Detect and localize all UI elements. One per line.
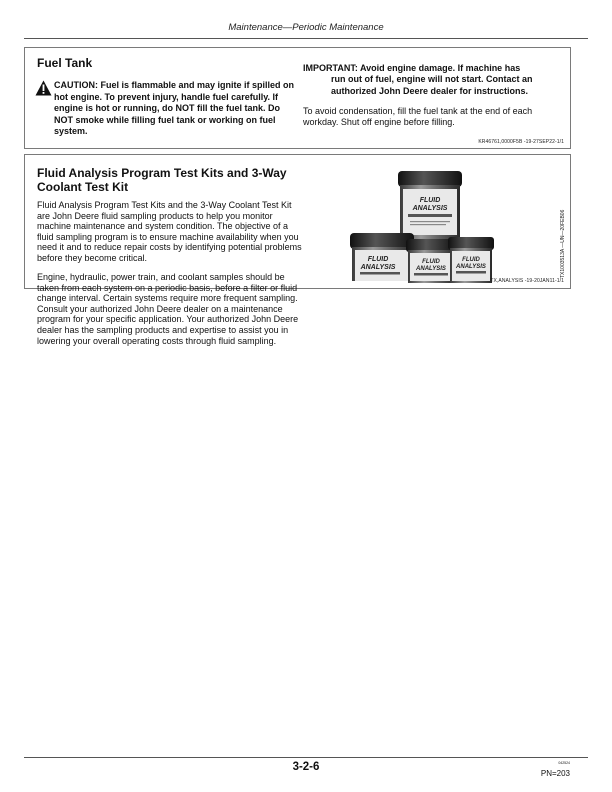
fluid-analysis-title xyxy=(37,166,287,194)
fluid-analysis-section xyxy=(24,154,571,346)
image-reference-code: TX1003513A —UN—20FEB06 xyxy=(560,209,566,278)
important-rest: run out of fuel, engine will not start. Contact an authorized John Deere dealer for instructions. xyxy=(331,74,533,96)
important-lead: IMPORTANT: Avoid engine damage. If machine has xyxy=(303,63,521,73)
page-number: 3-2-6 xyxy=(292,761,320,773)
header-rule xyxy=(24,38,588,39)
jar-middle-label-2: ANALYSIS xyxy=(416,266,446,272)
important-notice xyxy=(303,63,565,97)
fuel-tank-ref-code: KR46761,0000F5B -19-27SEP22-1/1 xyxy=(478,139,564,145)
fluid-analysis-kits-photo xyxy=(348,161,550,283)
jar-middle-label-1: FLUID xyxy=(422,259,440,265)
jar-top-label-2: ANALYSIS xyxy=(412,205,448,212)
warning-triangle-icon xyxy=(35,80,52,96)
caution-text: CAUTION: Fuel is flammable and may ignite if spilled on hot engine. To prevent injury, handle fuel carefully. If engine is hot or running, do NOT fill the fuel tank. Do NOT smoke while filling fuel tank or working on fuel system. xyxy=(54,80,295,137)
fluid-analysis-paragraph-2: Engine, hydraulic, power train, and coolant samples should be taken from each system on a periodic basis, before a filter or fluid change interval. Certain systems require more frequent sampling. Consult your authorized John Deere dealer on a maintenance program for your specific application. Your authorized John Deere dealer has the sampling products and expertise to assist you in lowering your overall operating costs through fluid sampling. xyxy=(37,272,299,346)
header-title: Maintenance—Periodic Maintenance xyxy=(228,22,384,33)
fluid-analysis-title-line1: Fluid Analysis Program Test Kits and 3-Way xyxy=(37,166,287,180)
jar-top-label-1: FLUID xyxy=(419,197,441,204)
jar-top xyxy=(398,171,462,241)
fuel-tank-section xyxy=(24,47,571,149)
footer-tiny-code: 042524 xyxy=(558,761,570,765)
pn-number: PN=203 xyxy=(540,769,570,778)
fuel-tank-title: Fuel Tank xyxy=(37,56,93,70)
jar-left-label-1: FLUID xyxy=(367,256,389,263)
fluid-analysis-paragraph-1: Fluid Analysis Program Test Kits and the 3-Way Coolant Test Kit are John Deere fluid sampling products to help you monitor machine maintenance and system condition. The objective of a fluid sampling program is to ensure machine availability when you need it and to reduce repair costs by identifying potential problems before they become critical. xyxy=(37,200,302,263)
fluid-analysis-title-line2: Coolant Test Kit xyxy=(37,180,129,194)
jar-left-label-2: ANALYSIS xyxy=(360,264,396,271)
jar-right xyxy=(448,237,494,283)
jar-right-label-2: ANALYSIS xyxy=(456,264,486,270)
fluid-analysis-ref-code: TX,ANALYSIS -19-20JAN11-1/1 xyxy=(490,278,564,284)
jar-left xyxy=(350,233,414,281)
condensation-text: To avoid condensation, fill the fuel tank at the end of each workday. Shut off engine before filling. xyxy=(303,106,533,127)
jar-right-label-1: FLUID xyxy=(462,257,480,263)
footer-rule xyxy=(24,757,588,758)
